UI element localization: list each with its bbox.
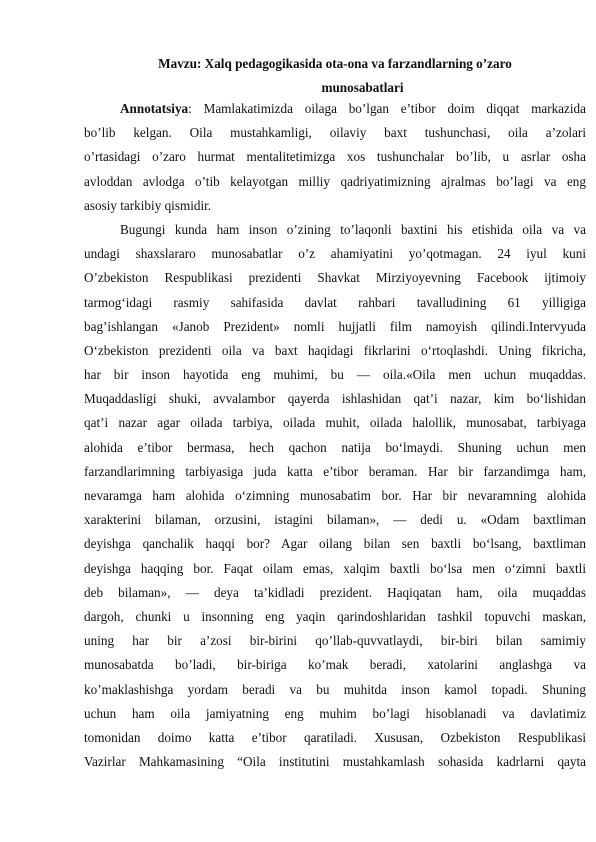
body-line: xarakterini bilaman, orzusini, istagini bilaman», — dedi u. «Odam baxtliman — [84, 512, 586, 528]
annotation-line: o’rtasidagi o’zaro hurmat mentalitetimizga xos tushunchalar bo’lib, u asrlar osha — [84, 149, 586, 165]
body-line: ko’maklashishga yordam beradi va bu muhitda inson kamol topadi. Shuning — [84, 681, 586, 697]
annotation-line: avloddan avlodga o’tib kelayotgan milliy qadriyatimizning ajralmas bo’lagi va eng — [84, 173, 586, 189]
body-line: farzandlarimning tarbiyasiga juda katta e’tibor beraman. Har bir farzandimga ham, — [84, 463, 586, 479]
body-line: bag’ishlangan «Janob Prezident» nomli hujjatli film namoyish qilindi.Intervyuda — [84, 318, 586, 334]
body-line: undagi shaxslararo munosabatlar o’z ahamiyatini yo’qotmagan. 24 iyul kuni — [84, 246, 586, 262]
body-line: har bir inson hayotida eng muhimi, bu — oila.«Oila men uchun muqaddas. — [84, 367, 586, 383]
body-line: deyishga haqqing bor. Faqat oilam emas, xalqim baxtli bo‘lsa men o‘zimni baxtli — [84, 560, 586, 576]
document-title — [84, 52, 586, 100]
body-line: uchun ham oila jamiyatning eng muhim bo’lagi hisoblanadi va davlatimiz — [84, 705, 586, 721]
body-line: munosabatda bo’ladi, bir-biriga ko’mak beradi, xatolarini anglashga va — [84, 657, 586, 673]
body-line: alohida e’tibor bermasa, hech qachon natija bo‘lmaydi. Shuning uchun men — [84, 439, 586, 455]
body-line: qat’i nazar agar oilada tarbiya, oilada muhit, oilada halollik, munosabat, tarbiyaga — [84, 415, 586, 431]
title-line-2: munosabatlari — [321, 80, 404, 95]
body-line: Muqaddasligi shuki, avvalambor qayerda ishlashidan qat’i nazar, kim bo‘lishidan — [84, 391, 586, 407]
annotation-first-text: : Mamlakatimizda oilaga bo’lgan e’tibor doim diqqat markazida — [188, 101, 586, 116]
annotation-line: bo’lib kelgan. Oila mustahkamligi, oilaviy baxt tushunchasi, oila a’zolari — [84, 125, 586, 141]
document-body — [84, 97, 586, 774]
title-line-1: Mavzu: Xalq pedagogikasida ota-ona va farzandlarning o’zaro — [158, 56, 512, 71]
body-line: dargoh, chunki u insonning eng yaqin qarindoshlaridan tashkil topuvchi maskan, — [84, 608, 586, 624]
body-line: Vazirlar Mahkamasining “Oila institutini mustahkamlash sohasida kadrlarni qayta — [84, 754, 586, 770]
body-line: deyishga qanchalik haqqi bor? Agar oilang bilan sen baxtli bo‘lsang, baxtliman — [84, 536, 586, 552]
body-line: tarmog‘idagi rasmiy sahifasida davlat rahbari tavalludining 61 yilligiga — [84, 294, 586, 310]
body-line: nevaramga ham alohida o‘zimning munosabatim bor. Har bir nevaramning alohida — [84, 488, 586, 503]
body-line: O’zbekiston Respublikasi prezidenti Shavkat Mirziyoyevning Facebook ijtimoiy — [84, 270, 586, 286]
annotation-label: Annotatsiya — [120, 101, 189, 116]
body-line: O‘zbekiston prezidenti oila va baxt haqidagi fikrlarini o‘rtoqlashdi. Uning fikricha, — [84, 342, 586, 358]
body-line: deb bilaman», — deya ta’kidladi prezident. Haqiqatan ham, oila muqaddas — [84, 584, 586, 600]
annotation-line: asosiy tarkibiy qismidir. — [84, 197, 212, 213]
body-line: uning har bir a’zosi bir-birini qo’llab-quvvatlaydi, bir-biri bilan samimiy — [84, 633, 586, 649]
annotation-first-line — [84, 97, 586, 121]
body-line: Bugungi kunda ham inson o’zining to’laqonli baxtini his etishida oila va va — [120, 221, 586, 237]
body-line: tomonidan doimo katta e’tibor qaratiladi. Xususan, Ozbekiston Respublikasi — [84, 729, 586, 745]
